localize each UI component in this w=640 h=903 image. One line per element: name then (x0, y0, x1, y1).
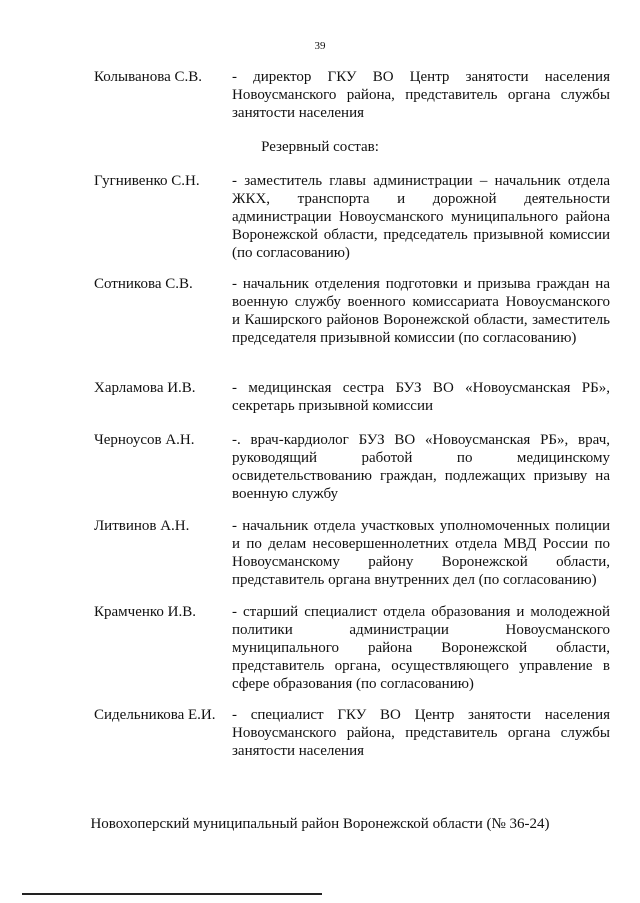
member-description: - начальник отделения подготовки и призыва граждан на военную службу военного комиссариата Новоусманского и Каширского районов Воронежской области, заместитель председателя призывной комиссии (по согласованию) (232, 276, 610, 346)
member-description: - специалист ГКУ ВО Центр занятости населения Новоусманского района, представитель органа службы занятости населения (232, 707, 610, 759)
member-description: - старший специалист отдела образования и молодежной политики администрации Новоусманского муниципального района Воронежской области, представитель органа, осуществляющего управление в сфере образования (по согласованию) (232, 604, 610, 692)
member-name: Сидельникова Е.И. (94, 707, 216, 723)
member-name: Сотникова С.В. (94, 276, 193, 292)
member-name: Черноусов А.Н. (94, 432, 195, 448)
district-heading: Новохоперский муниципальный район Воронежской области (№ 36-24) (90, 816, 550, 832)
member-name: Литвинов А.Н. (94, 518, 190, 534)
member-name: Колыванова С.В. (94, 69, 202, 85)
member-description: - медицинская сестра БУЗ ВО «Новоусманская РБ», секретарь призывной комиссии (232, 380, 610, 414)
member-name: Харламова И.В. (94, 380, 196, 396)
reserve-heading: Резервный состав: (261, 139, 379, 155)
member-description: - заместитель главы администрации – начальник отдела ЖКХ, транспорта и дорожной деятельности администрации Новоусманского муниципального района Воронежской области, председатель призывной комиссии (по согласованию) (232, 173, 610, 261)
member-description: - начальник отдела участковых уполномоченных полиции и по делам несовершеннолетних отдела МВД России по Новоусманскому району Воронежской области, представитель органа внутренних дел (по согласованию) (232, 518, 610, 588)
member-description: - директор ГКУ ВО Центр занятости населения Новоусманского района, представитель органа службы занятости населения (232, 69, 610, 121)
member-name: Гугнивенко С.Н. (94, 173, 200, 189)
member-description: -. врач-кардиолог БУЗ ВО «Новоусманская РБ», врач, руководящий работой по медицинскому освидетельствованию граждан, подлежащих призыву на военную службу (232, 432, 610, 502)
page-number: 39 (314, 40, 326, 52)
bottom-rule (22, 893, 322, 895)
member-name: Крамченко И.В. (94, 604, 196, 620)
